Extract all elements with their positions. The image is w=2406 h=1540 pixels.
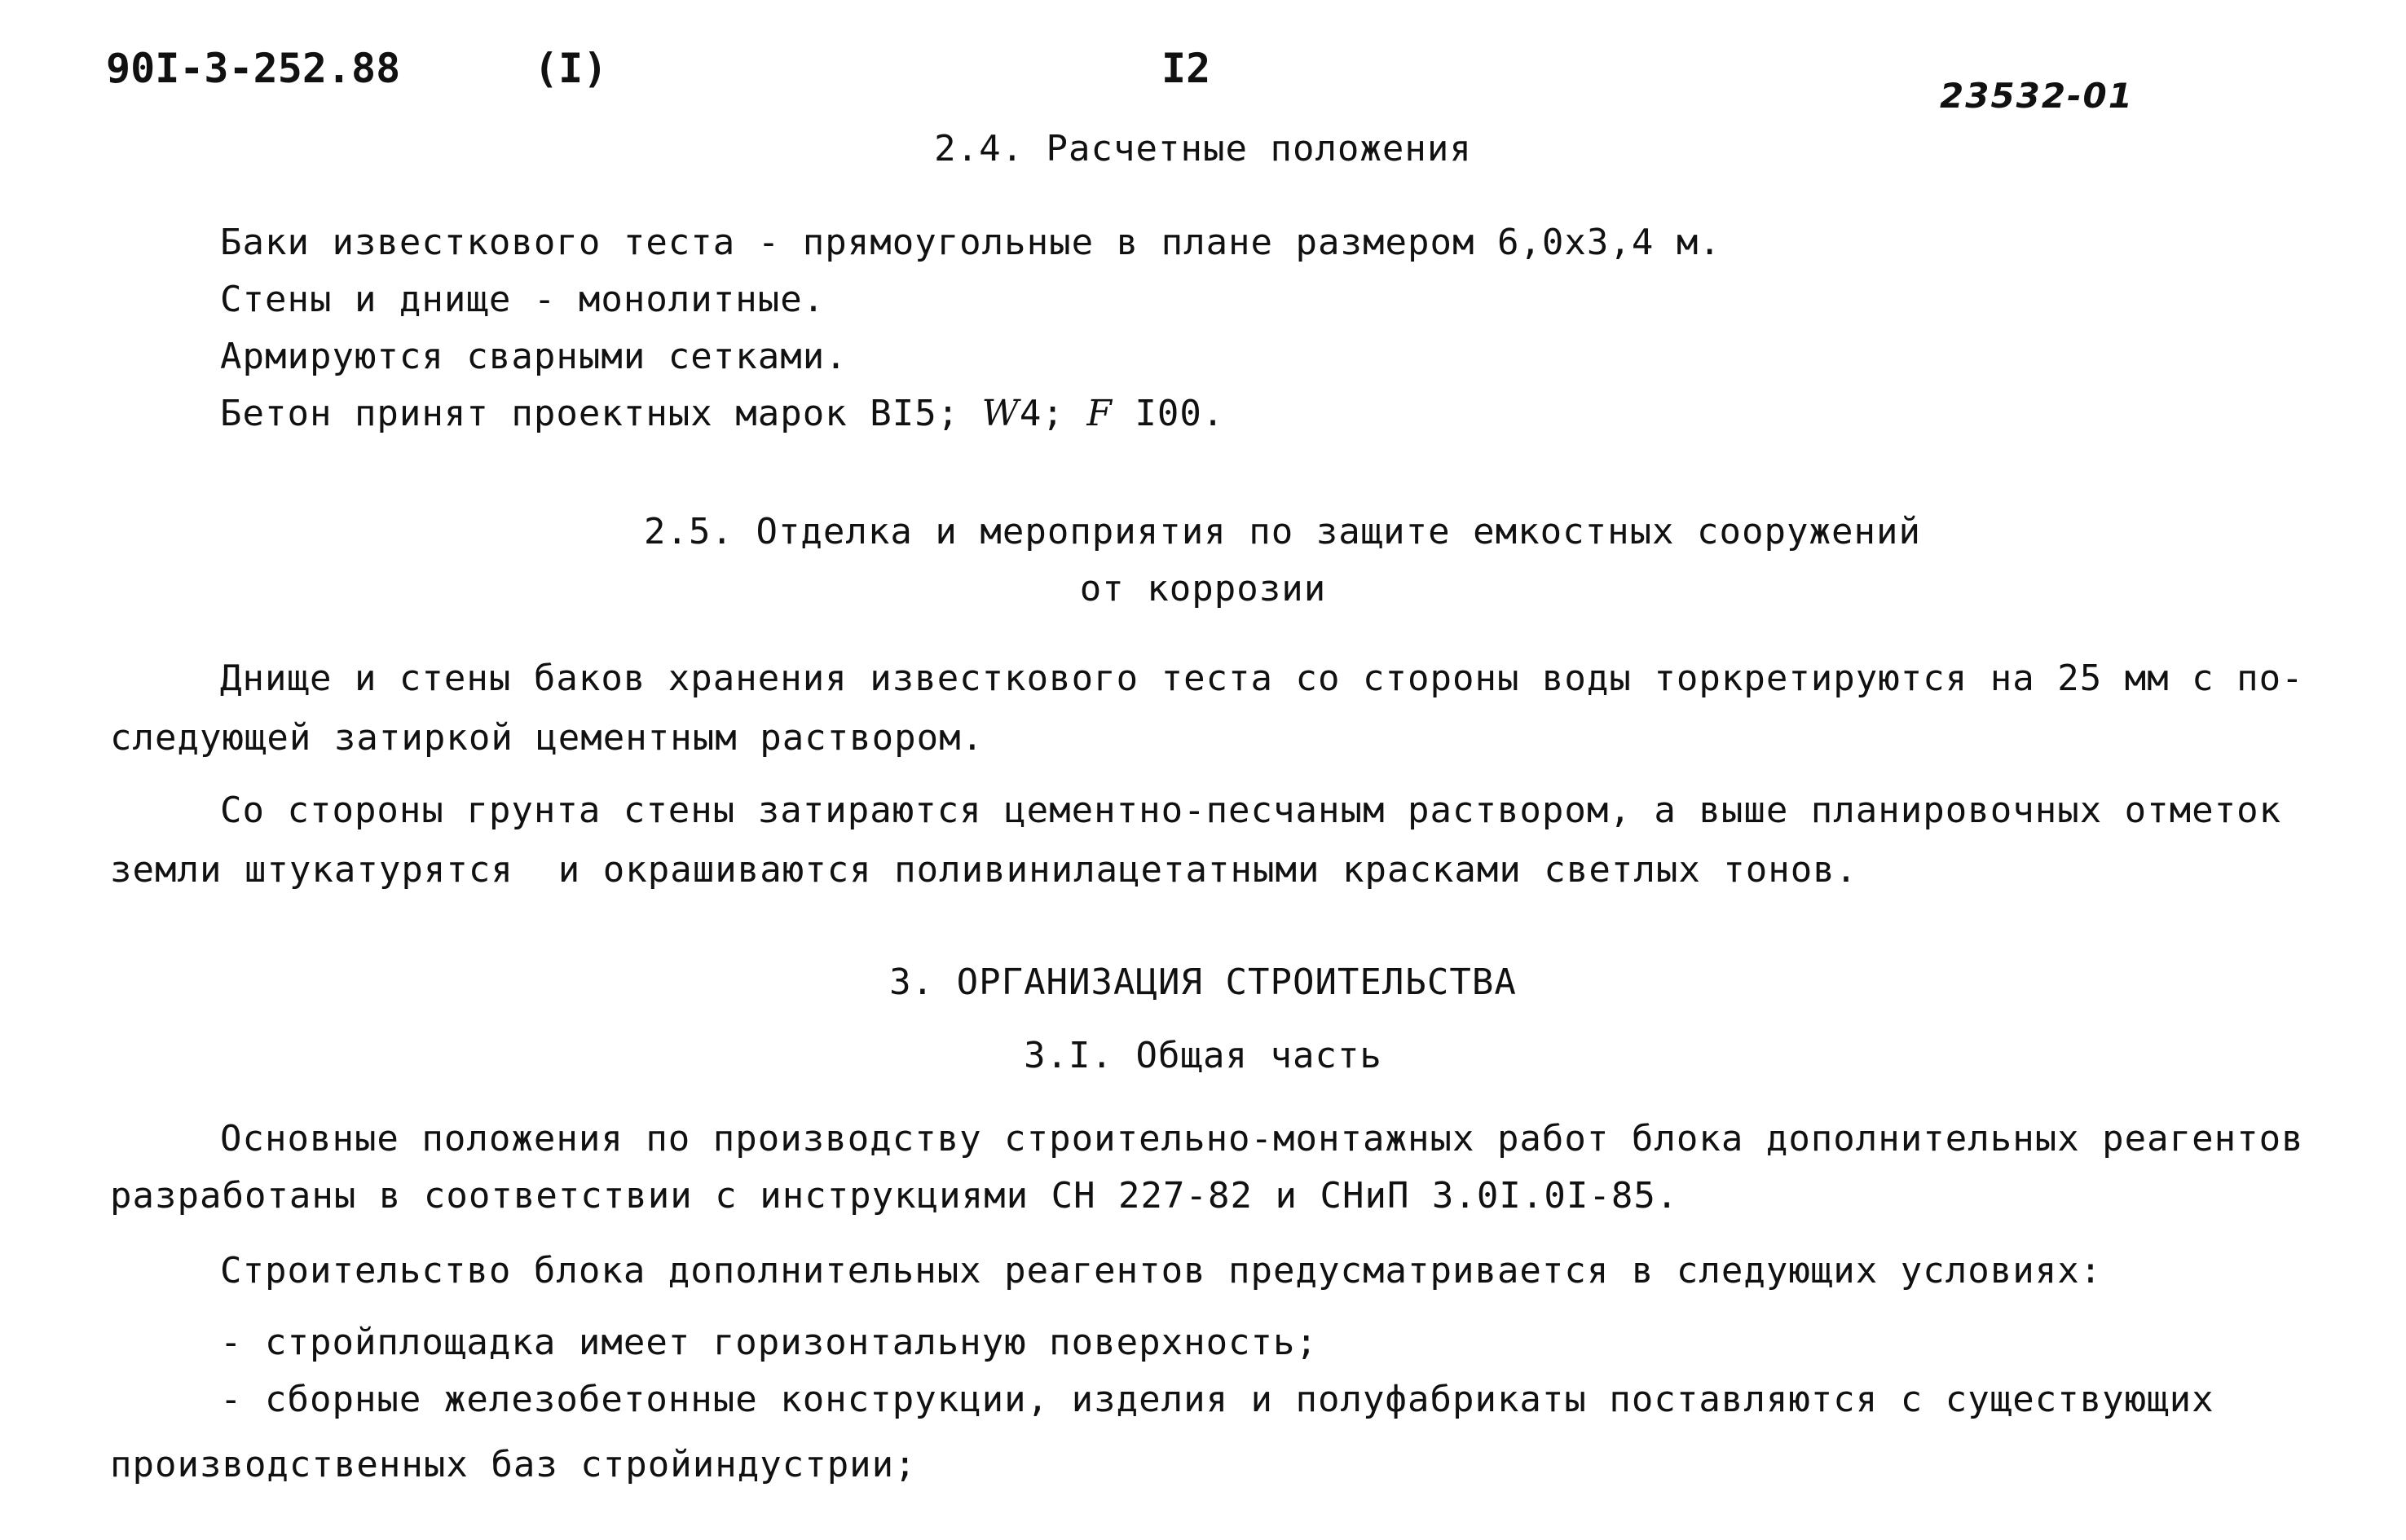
page-number: I2: [1161, 45, 1211, 92]
section-3-bullet-2-line-1: - сборные железобетонные конструкции, изделия и полуфабрикаты поставляются с существующих: [220, 1379, 2214, 1420]
section-3-para-1-line-2: разработаны в соответствии с инструкциями СН 227-82 и СНиП 3.0I.0I-85.: [110, 1175, 1679, 1217]
section-2-5-para-2-line-1: Со стороны грунта стены затираются цементно-песчаным раствором, а выше планировочных отметок: [220, 790, 2282, 831]
concrete-f-mark: F: [1086, 393, 1113, 434]
section-2-5-para-2-line-2: земли штукатурятся и окрашиваются поливинилацетатными красками светлых тонов.: [110, 849, 1858, 891]
section-2-4-line-3: Армируются сварными сетками.: [220, 336, 848, 377]
section-2-5-title-line-1: 2.5. Отделка и мероприятия по защите емкостных сооружений: [644, 511, 1921, 552]
inventory-number: 23532-01: [1940, 76, 2134, 116]
document-code: 90I-3-252.88: [106, 45, 401, 92]
concrete-w-value: 4;: [1019, 393, 1087, 434]
section-3-para-1-line-1: Основные положения по производству строительно-монтажных работ блока дополнительных реагентов: [220, 1118, 2304, 1159]
section-2-5-para-1-line-2: следующей затиркой цементным раствором.: [110, 717, 985, 759]
section-2-5-para-1-line-1: Днище и стены баков хранения известкового теста со стороны воды торкретируются на 25 мм с по-: [220, 658, 2304, 699]
section-3-1-subtitle: 3.I. Общая часть: [1024, 1035, 1382, 1076]
section-3-para-2: Строительство блока дополнительных реагентов предусматривается в следующих условиях:: [220, 1250, 2103, 1291]
sheet-index: (I): [534, 45, 608, 92]
concrete-prefix: Бетон принят проектных марок BI5;: [220, 393, 982, 434]
section-2-4-title: 2.4. Расчетные положения: [934, 128, 1472, 169]
section-3-bullet-1: - стройплощадка имеет горизонтальную поверхность;: [220, 1322, 1319, 1363]
section-2-4-concrete-line: [220, 391, 1224, 437]
section-2-4-line-1: Баки известкового теста - прямоугольные в плане размером 6,0х3,4 м.: [220, 222, 1721, 263]
section-3-title: 3. ОРГАНИЗАЦИЯ СТРОИТЕЛЬСТВА: [889, 961, 1517, 1003]
concrete-f-value: I00.: [1112, 393, 1225, 434]
section-2-5-title-line-2: от коррозии: [1079, 568, 1327, 609]
concrete-w-mark: W: [981, 393, 1020, 434]
section-2-4-line-2: Стены и днище - монолитные.: [220, 279, 826, 320]
section-3-bullet-2-line-2: производственных баз стройиндустрии;: [110, 1444, 917, 1485]
